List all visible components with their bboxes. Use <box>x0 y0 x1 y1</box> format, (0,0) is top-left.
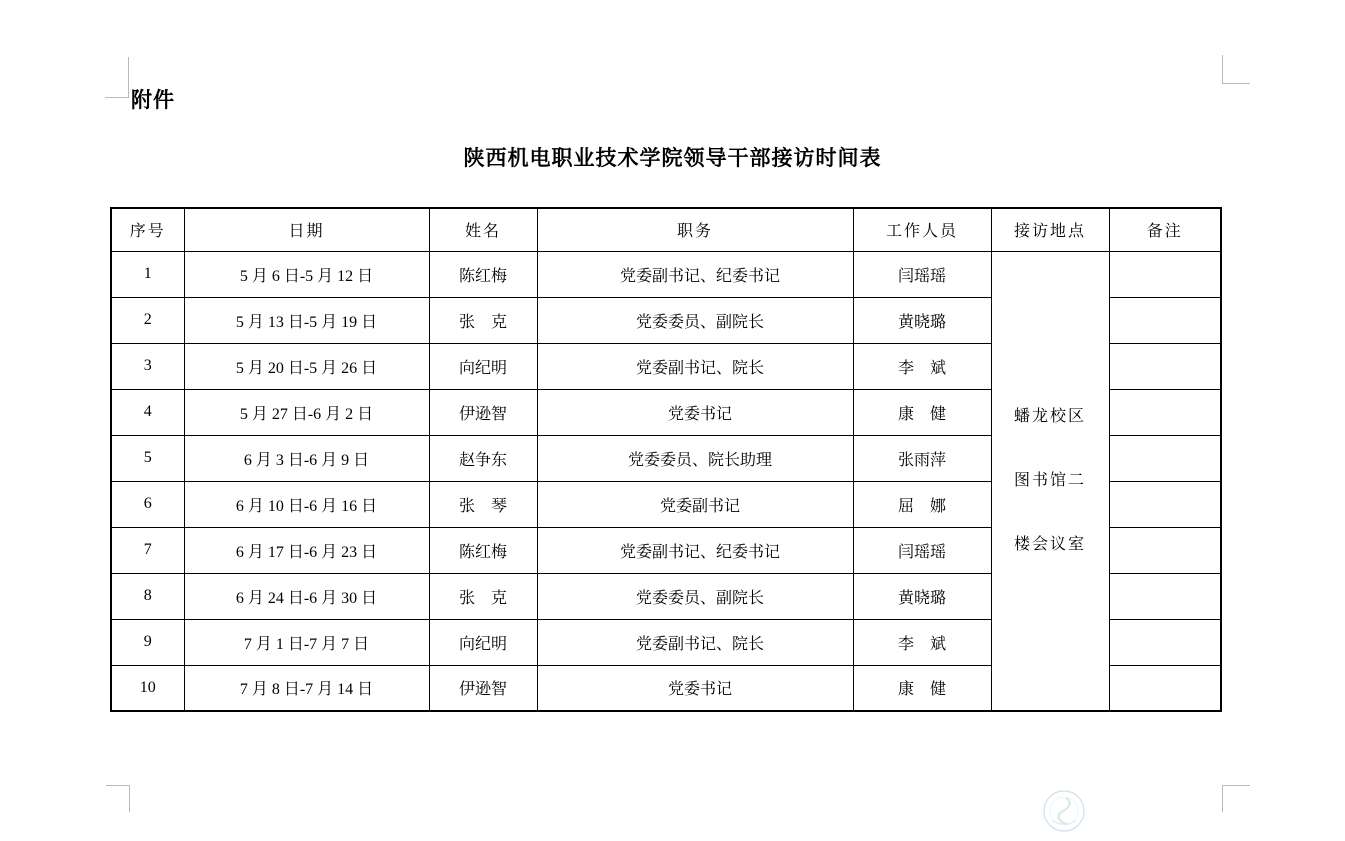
reception-schedule-table <box>110 207 1222 712</box>
attachment-label: 附件 <box>131 88 175 112</box>
cell-staff: 康 健 <box>853 389 991 435</box>
cell-date: 7 月 8 日-7 月 14 日 <box>184 665 429 711</box>
cell-serial-number: 1 <box>111 251 184 297</box>
cell-serial-number: 3 <box>111 343 184 389</box>
cell-date: 5 月 6 日-5 月 12 日 <box>184 251 429 297</box>
cell-name: 向纪明 <box>429 619 537 665</box>
cell-position: 党委委员、副院长 <box>537 297 853 343</box>
header-date: 日期 <box>184 208 429 251</box>
cell-position: 党委书记 <box>537 389 853 435</box>
cell-date: 7 月 1 日-7 月 7 日 <box>184 619 429 665</box>
cell-staff: 闫瑶瑶 <box>853 527 991 573</box>
header-staff: 工作人员 <box>853 208 991 251</box>
cell-name: 向纪明 <box>429 343 537 389</box>
location-line: 蟠龙校区 <box>1013 407 1086 425</box>
cell-serial-number: 8 <box>111 573 184 619</box>
cell-remarks <box>1109 481 1221 527</box>
cell-remarks <box>1109 527 1221 573</box>
cell-staff: 张雨萍 <box>853 435 991 481</box>
cell-remarks <box>1109 665 1221 711</box>
text-boundary-mark-top-right <box>1222 55 1250 84</box>
cell-date: 5 月 13 日-5 月 19 日 <box>184 297 429 343</box>
location-line: 楼会议室 <box>1013 535 1086 553</box>
cell-staff: 李 斌 <box>853 343 991 389</box>
header-remarks: 备注 <box>1109 208 1221 251</box>
cell-name: 张 克 <box>429 297 537 343</box>
cell-serial-number: 10 <box>111 665 184 711</box>
cell-remarks <box>1109 343 1221 389</box>
cell-position: 党委副书记、院长 <box>537 343 853 389</box>
cell-name: 赵争东 <box>429 435 537 481</box>
cell-date: 6 月 24 日-6 月 30 日 <box>184 573 429 619</box>
cell-serial-number: 4 <box>111 389 184 435</box>
text-boundary-mark-bottom-left <box>106 785 130 812</box>
cell-date: 5 月 20 日-5 月 26 日 <box>184 343 429 389</box>
cell-name: 伊逊智 <box>429 665 537 711</box>
cell-reception-location <box>991 251 1109 711</box>
cell-date: 5 月 27 日-6 月 2 日 <box>184 389 429 435</box>
cell-position: 党委副书记、纪委书记 <box>537 527 853 573</box>
cell-staff: 闫瑶瑶 <box>853 251 991 297</box>
header-serial-number: 序号 <box>111 208 184 251</box>
seal-icon <box>1042 789 1086 833</box>
cell-remarks <box>1109 573 1221 619</box>
cell-serial-number: 5 <box>111 435 184 481</box>
cell-serial-number: 7 <box>111 527 184 573</box>
cell-name: 陈红梅 <box>429 527 537 573</box>
cell-name: 张 克 <box>429 573 537 619</box>
cell-serial-number: 6 <box>111 481 184 527</box>
cell-serial-number: 9 <box>111 619 184 665</box>
location-line: 图书馆二 <box>1013 471 1086 489</box>
cell-staff: 黄晓璐 <box>853 297 991 343</box>
cell-serial-number: 2 <box>111 297 184 343</box>
cell-position: 党委副书记、院长 <box>537 619 853 665</box>
header-position: 职务 <box>537 208 853 251</box>
table-row <box>111 251 1221 297</box>
cell-position: 党委副书记 <box>537 481 853 527</box>
cell-date: 6 月 3 日-6 月 9 日 <box>184 435 429 481</box>
cell-name: 陈红梅 <box>429 251 537 297</box>
school-seal-watermark <box>1042 789 1086 833</box>
cell-position: 党委委员、院长助理 <box>537 435 853 481</box>
header-reception-location: 接访地点 <box>991 208 1109 251</box>
cell-remarks <box>1109 251 1221 297</box>
cell-remarks <box>1109 389 1221 435</box>
text-boundary-mark-top-left <box>105 57 129 98</box>
cell-name: 张 琴 <box>429 481 537 527</box>
page-title: 陕西机电职业技术学院领导干部接访时间表 <box>463 146 882 170</box>
cell-position: 党委书记 <box>537 665 853 711</box>
text-boundary-mark-bottom-right <box>1222 785 1250 812</box>
cell-name: 伊逊智 <box>429 389 537 435</box>
cell-staff: 屈 娜 <box>853 481 991 527</box>
header-name: 姓名 <box>429 208 537 251</box>
cell-remarks <box>1109 619 1221 665</box>
cell-staff: 黄晓璐 <box>853 573 991 619</box>
cell-remarks <box>1109 435 1221 481</box>
cell-staff: 康 健 <box>853 665 991 711</box>
cell-remarks <box>1109 297 1221 343</box>
cell-staff: 李 斌 <box>853 619 991 665</box>
cell-date: 6 月 17 日-6 月 23 日 <box>184 527 429 573</box>
cell-position: 党委副书记、纪委书记 <box>537 251 853 297</box>
cell-date: 6 月 10 日-6 月 16 日 <box>184 481 429 527</box>
cell-position: 党委委员、副院长 <box>537 573 853 619</box>
table-header-row <box>111 208 1221 251</box>
